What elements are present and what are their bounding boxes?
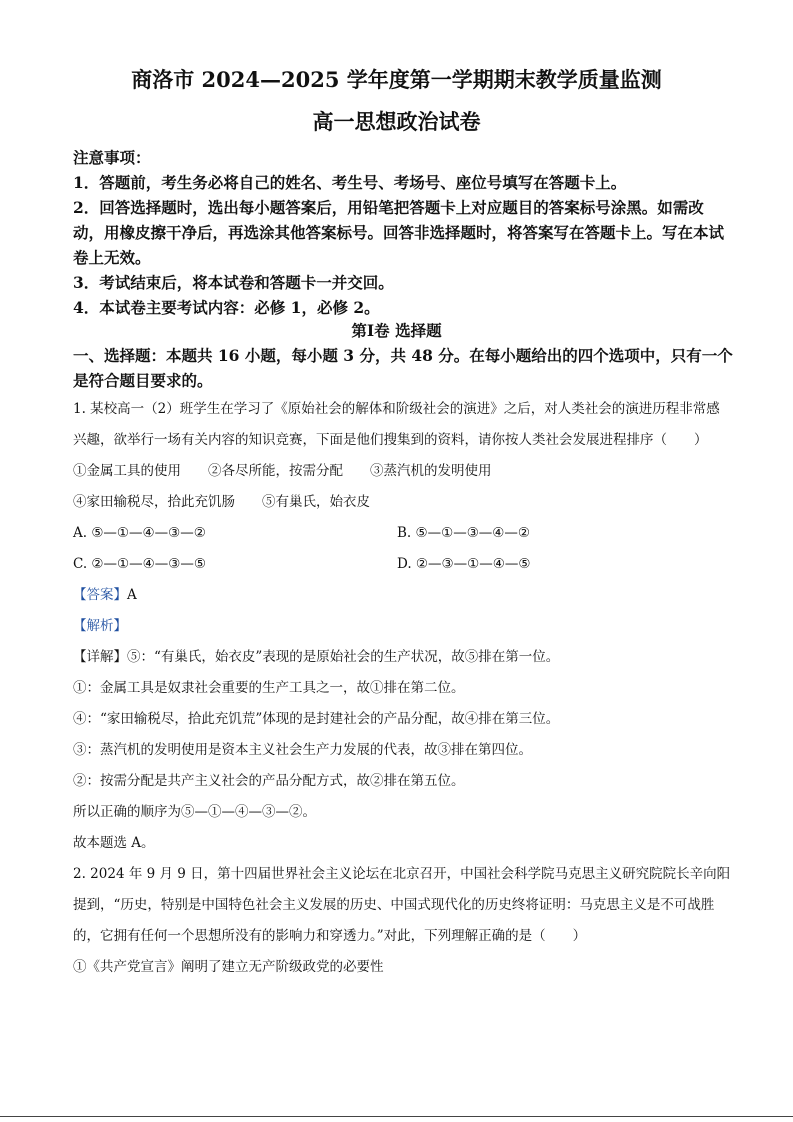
q1-detail [73, 642, 733, 673]
notice-item: 4．本试卷主要考试内容：必修 1，必修 2。 [73, 298, 380, 317]
q1-analysis [73, 611, 733, 642]
detail-line: ①：金属工具是奴隶社会重要的生产工具之一，故①排在第二位。 [73, 680, 465, 696]
part-intro: 一、选择题：本题共 16 小题，每小题 3 分，共 48 分。在每小题给出的四个选项中，只有一个是符合题目要求的。 [73, 346, 733, 390]
detail-line: ⑤：“有巢氏，始衣皮”表现的是原始社会的生产状况，故⑤排在第一位。 [127, 649, 560, 665]
detail-line: ③：蒸汽机的发明使用是资本主义社会生产力发展的代表，故③排在第四位。 [73, 742, 532, 758]
notice-block [73, 145, 733, 320]
q1-items-b: ④家田输税尽，拾此充饥肠 ⑤有巢氏，始衣皮 [73, 494, 370, 510]
detail-line: 故本题选 A。 [73, 835, 155, 851]
detail-tag: 【详解】 [73, 649, 127, 665]
q1-option-a: A. ⑤—①—④—③—② [73, 525, 206, 541]
answer-tag: 【答案】 [73, 587, 127, 603]
section-title: 第Ⅰ卷 选择题 [351, 321, 442, 340]
q1-options-row [73, 518, 733, 549]
notice-item: 3．考试结束后，将本试卷和答题卡一并交回。 [73, 273, 394, 292]
q1-items-a: ①金属工具的使用 ②各尽所能，按需分配 ③蒸汽机的发明使用 [73, 463, 492, 479]
question-body [73, 394, 733, 983]
q1-stem: 1. 某校高一（2）班学生在学习了《原始社会的解体和阶级社会的演进》之后，对人类社会的演进历程非常感兴趣，欲举行一场有关内容的知识竞赛，下面是他们搜集到的资料，请你按人类社会发展进程排序（ ） [73, 401, 720, 448]
detail-line: ②：按需分配是共产主义社会的产品分配方式，故②排在第五位。 [73, 773, 465, 789]
page-bottom-rule [0, 1116, 793, 1117]
notice-heading: 注意事项： [73, 148, 151, 167]
answer-value: A [127, 587, 137, 603]
q1-option-c: C. ②—①—④—③—⑤ [73, 556, 206, 572]
page-subtitle: 高一思想政治试卷 [312, 109, 481, 134]
detail-line: ④：“家田输税尽，拾此充饥荒”体现的是封建社会的产品分配，故④排在第三位。 [73, 711, 560, 727]
detail-line: 所以正确的顺序为⑤—①—④—③—②。 [73, 804, 316, 820]
q1-answer [73, 580, 733, 611]
notice-item: 2．回答选择题时，选出每小题答案后，用铅笔把答题卡上对应题目的答案标号涂黑。如需改动，用橡皮擦干净后，再选涂其他答案标号。回答非选择题时，将答案写在答题卡上。写在本试卷上无效。 [73, 198, 725, 267]
q1-option-d: D. ②—③—①—④—⑤ [397, 556, 531, 572]
q2-stem: 2. 2024 年 9 月 9 日，第十四届世界社会主义论坛在北京召开，中国社会科学院马克思主义研究院院长辛向阳提到，“历史，特别是中国特色社会主义发展的历史、中国式现代化的历史终将证明：马克思主义是不可战胜的，它拥有任何一个思想所没有的影响力和穿透力。”对此，下列理解正确的是（ ） [73, 866, 731, 944]
q1-option-b: B. ⑤—①—③—④—② [397, 525, 531, 541]
notice-item: 1．答题前，考生务必将自己的姓名、考生号、考场号、座位号填写在答题卡上。 [73, 173, 627, 192]
q2-item: ①《共产党宣言》阐明了建立无产阶级政党的必要性 [73, 959, 384, 975]
q1-options-row [73, 549, 733, 580]
page-title: 商洛市 2024—2025 学年度第一学期期末教学质量监测 [131, 67, 662, 92]
analysis-tag: 【解析】 [73, 618, 127, 634]
